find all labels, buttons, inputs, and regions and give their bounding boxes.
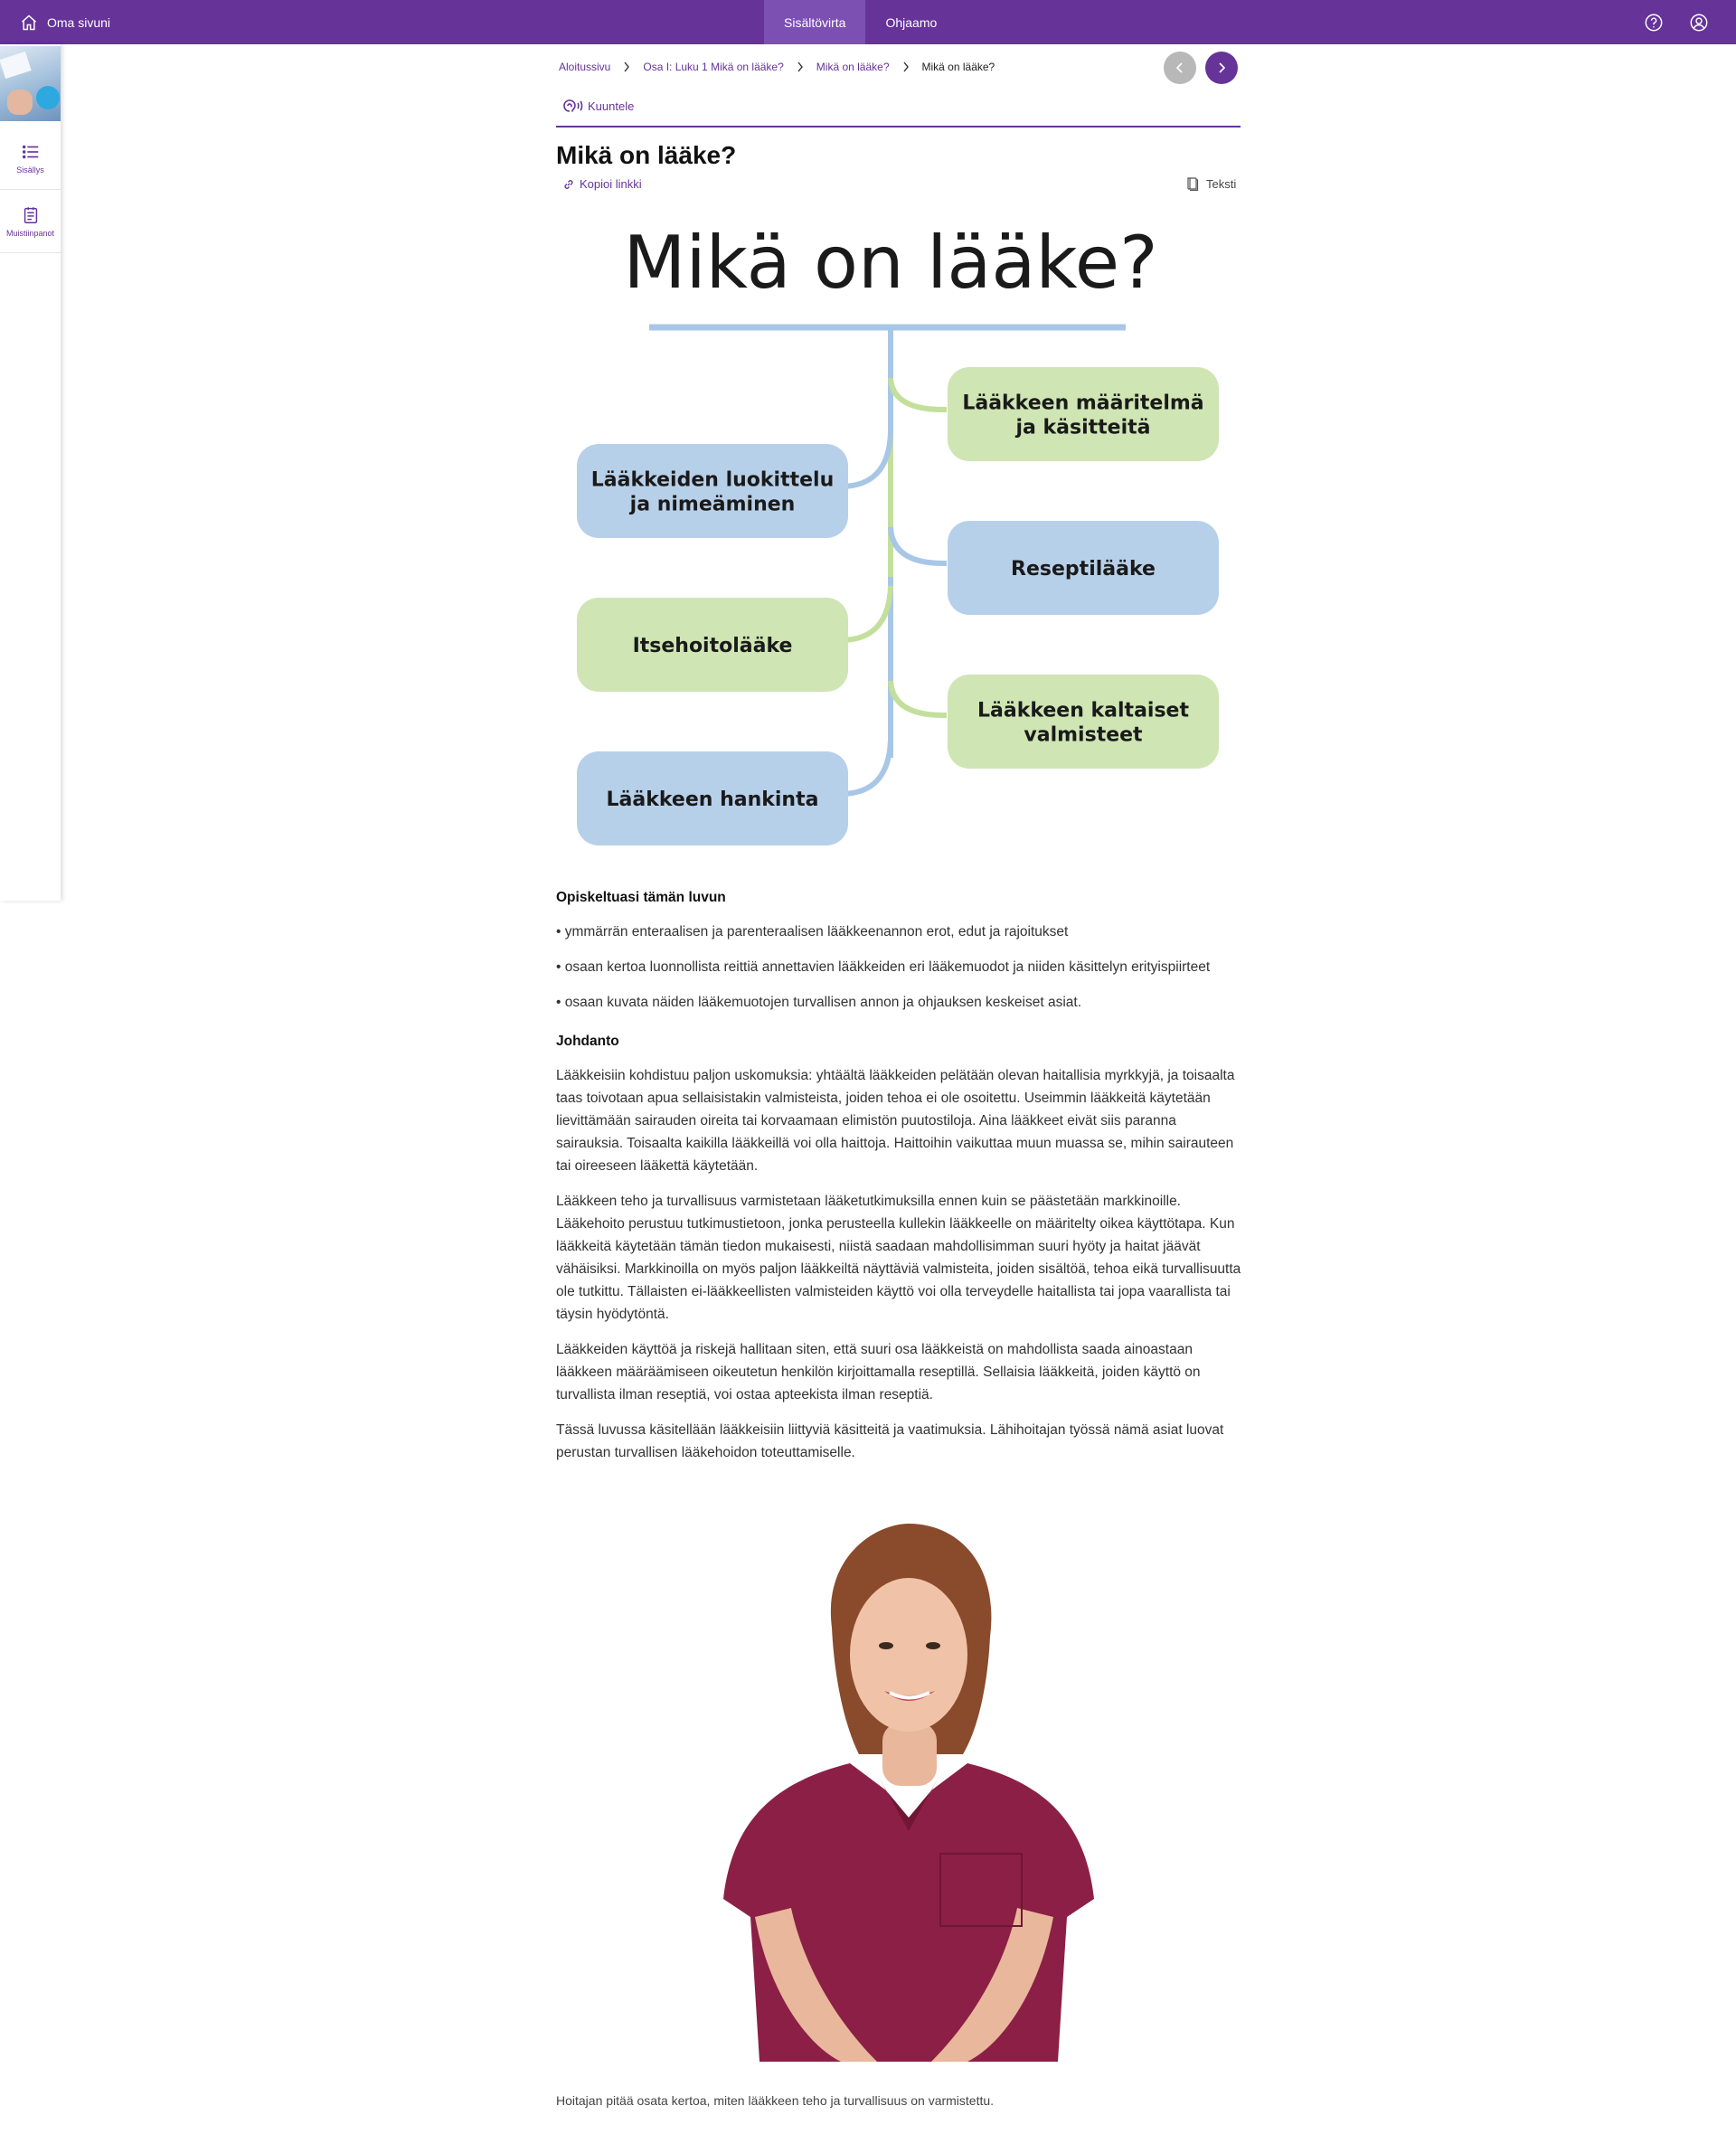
node-prescription-label: Reseptilääke [1011, 558, 1156, 581]
text-view-label: Teksti [1206, 176, 1237, 191]
home-icon [20, 14, 38, 32]
previous-page-button[interactable] [1164, 52, 1196, 84]
node-classification-label: Lääkkeiden luokittelu [590, 468, 835, 492]
notes-icon [21, 205, 41, 225]
audio-listen-icon [562, 98, 584, 114]
photo-caption: Hoitajan pitää osata kertoa, miten lääkkeen teho ja turvallisuus on varmistettu. [556, 2093, 995, 2108]
title-divider [556, 126, 1241, 127]
home-link[interactable] [20, 0, 110, 44]
breadcrumb-item[interactable]: Aloitussivu [559, 61, 611, 73]
notes-button[interactable] [0, 190, 61, 253]
objective-item: • osaan kertoa luonnollista reittiä annettavien lääkkeiden eri lääkemuodot ja niiden käsittelyn erityispiirteet [556, 959, 1211, 975]
tab-ohjaamo[interactable]: Ohjaamo [885, 14, 938, 30]
intro-heading: Johdanto [556, 1034, 619, 1049]
node-definition-label: ja käsitteitä [1015, 416, 1151, 439]
top-bar [0, 0, 1736, 44]
chevron-left-icon [1174, 61, 1186, 74]
help-icon[interactable] [1644, 13, 1664, 33]
node-similar-products-label: valmisteet [1024, 723, 1143, 747]
mind-map-figure [556, 206, 1241, 857]
tab-sisaltovirta[interactable]: Sisältövirta [764, 0, 865, 44]
chevron-right-icon [623, 61, 630, 72]
nurse-photo [669, 1519, 1139, 2089]
node-definition-label: Lääkkeen määritelmä [962, 392, 1204, 415]
branch-line [891, 681, 947, 715]
listen-button[interactable] [562, 98, 634, 114]
intro-paragraph: Tässä luvussa käsitellään lääkkeisiin liittyviä käsitteitä ja vaatimuksia. Lähihoitajan työssä nämä asiat luovat perustan turvallisen lääkehoidon toteuttamiselle. [556, 1422, 1224, 1460]
link-icon [563, 179, 574, 190]
chevron-right-icon [1215, 61, 1228, 74]
objective-item: • ymmärrän enteraalisen ja parenteraalisen lääkkeenannon erot, edut ja rajoitukset [556, 924, 1069, 940]
main-nav [764, 0, 957, 44]
objective-item: • osaan kuvata näiden lääkemuotojen turvallisen annon ja ohjauksen keskeiset asiat. [556, 995, 1082, 1010]
intro-paragraph: Lääkkeisiin kohdistuu paljon uskomuksia: yhtäältä lääkkeiden pelätään olevan haitallisia myrkkyjä, ja toisaalta taas toivotaan apua sellaisistakin valmisteista, joiden tehoa ei ole osoitettu. Useimmin lääkkeitä käytetään lievittämään sairauden oireita tai korvaamaan elimistön puutostiloja. Aina lääkkeet eivät siis paranna sairauksia. Toisaalta kaikilla lääkkeillä voi olla haittoja. Haittoihin vaikuttaa muun muassa se, mihin sairauteen tai oireeseen lääkettä käytetään. [556, 1068, 1235, 1174]
notes-label: Muistiinpanot [5, 228, 55, 238]
copy-link-label: Kopioi linkki [580, 177, 642, 191]
listen-label: Kuuntele [588, 99, 635, 113]
breadcrumb-item[interactable]: Mikä on lääke? [816, 61, 890, 73]
chevron-right-icon [797, 61, 804, 72]
chevron-right-icon [902, 61, 910, 72]
mind-map-title: Mikä on lääke? [623, 221, 1158, 305]
page-title: Mikä on lääke? [556, 141, 737, 169]
page-navigation [1164, 52, 1238, 84]
text-view-button[interactable] [1186, 176, 1236, 191]
left-sidebar [0, 44, 61, 901]
branch-line [891, 378, 947, 410]
node-similar-products-label: Lääkkeen kaltaiset [977, 699, 1189, 722]
book-cover-thumbnail[interactable] [0, 46, 61, 121]
book-icon [1186, 176, 1199, 191]
intro-paragraph: Lääkkeen teho ja turvallisuus varmistetaan lääketutkimuksilla ennen kuin se päästetään markkinoille. Lääkehoito perustuu tutkimustietoon, jonka perusteella kullekin lääkkeelle on määritelty oikea käyttötapa. Kun lääkkeitä käytetään tämän tiedon mukaisesti, niistä saadaan mahdollisimman suuri hyöty ja haitat jäävät vähäisiksi. Markkinoilla on myös paljon lääkkeiltä näyttäviä valmisteita, joiden sisältöä, tehoa eikä turvallisuutta ole tutkittu. Tällaisten ei-lääkkeellisten valmisteiden käyttö voi olla terveydelle haitallista tai jopa vaarallista tai täysin hyödytöntä. [556, 1194, 1241, 1322]
list-icon [21, 142, 41, 162]
contents-label: Sisällys [16, 165, 44, 175]
home-label: Oma sivuni [47, 14, 111, 30]
top-actions [1644, 0, 1709, 44]
node-otc-label: Itsehoitolääke [632, 635, 793, 657]
breadcrumb-current: Mikä on lääke? [921, 61, 995, 73]
objectives-heading: Opiskeltuasi tämän luvun [556, 890, 726, 905]
breadcrumb-item[interactable]: Osa I: Luku 1 Mikä on lääke? [643, 61, 784, 73]
breadcrumb [559, 58, 995, 76]
node-acquisition-label: Lääkkeen hankinta [606, 788, 819, 811]
chapter-text [556, 886, 1243, 1477]
next-page-button[interactable] [1205, 52, 1238, 84]
branch-line [891, 527, 947, 563]
account-icon[interactable] [1689, 13, 1709, 33]
contents-button[interactable] [0, 127, 61, 190]
copy-link-button[interactable] [563, 177, 642, 191]
node-classification-label: ja nimeäminen [629, 493, 796, 516]
intro-paragraph: Lääkkeiden käyttöä ja riskejä hallitaan siten, että suuri osa lääkkeistä on mahdollista saada ainoastaan lääkkeen määräämiseen oikeutetun henkilön kirjoittamalla reseptillä. Sellaisia lääkkeitä, joiden käyttö on turvallista ilman reseptiä, voi ostaa apteekista ilman reseptiä. [556, 1342, 1201, 1402]
